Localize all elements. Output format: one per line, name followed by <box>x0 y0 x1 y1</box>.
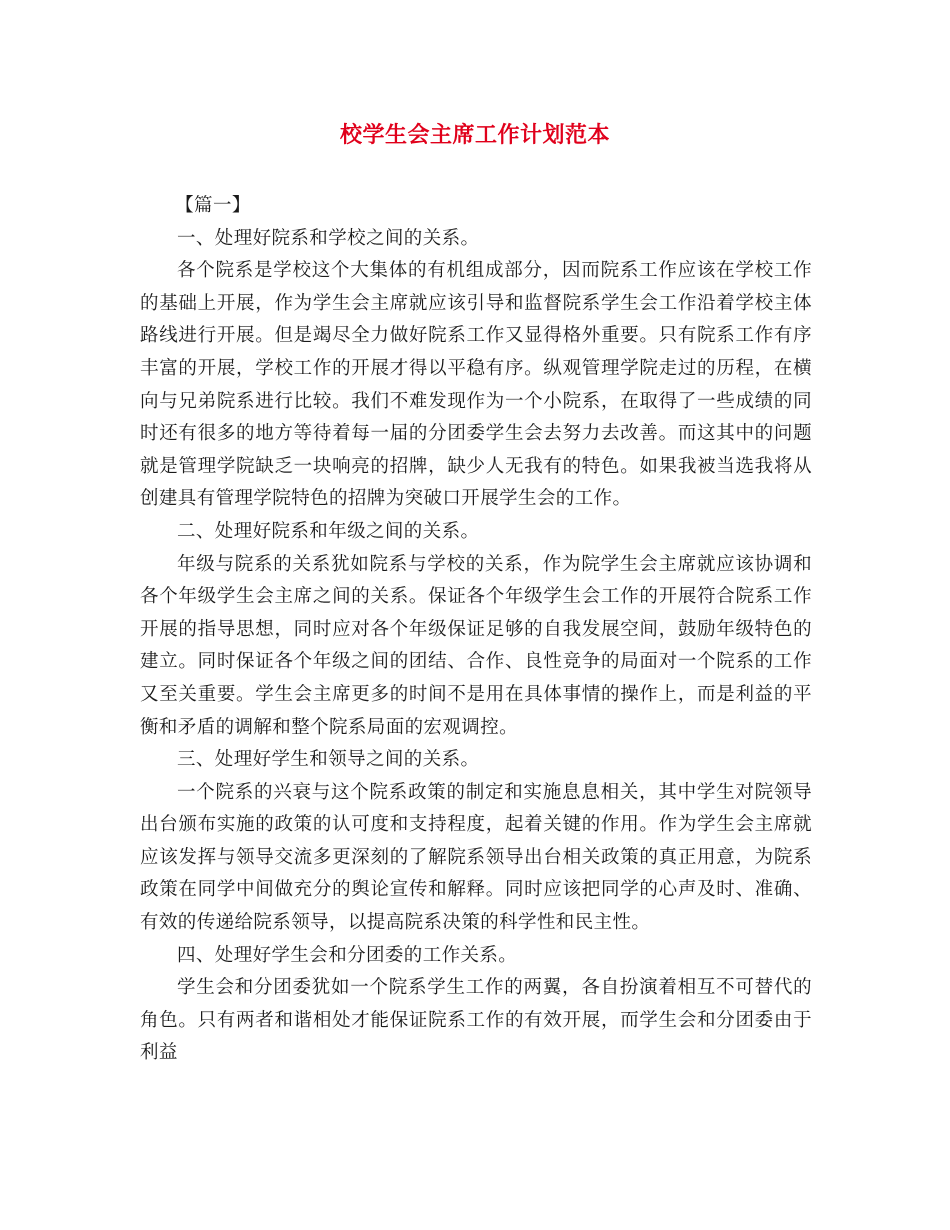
section-heading-2: 二、处理好院系和年级之间的关系。 <box>177 520 480 542</box>
section-heading-3: 三、处理好学生和领导之间的关系。 <box>177 749 480 771</box>
section-heading-1: 一、处理好院系和学校之间的关系。 <box>177 227 480 249</box>
section-tag: 【篇一】 <box>175 195 251 216</box>
document-body <box>140 190 812 1070</box>
paragraph-3: 一个院系的兴衰与这个院系政策的制定和实施息息相关，其中学生对院领导出台颁布实施的政策的认可度和支持程度，起着关键的作用。作为学生会主席就应该发挥与领导交流多更深刻的了解院系领导出台相关政策的真正用意，为院系政策在同学中间做充分的舆论宣传和解释。同时应该把同学的心声及时、准确、有效的传递给院系领导，以提高院系决策的科学性和民主性。 <box>140 781 812 934</box>
section-heading-4: 四、处理好学生会和分团委的工作关系。 <box>177 944 518 966</box>
paragraph-2: 年级与院系的关系犹如院系与学校的关系，作为院学生会主席就应该协调和各个年级学生会主席之间的关系。保证各个年级学生会工作的开展符合院系工作开展的指导思想，同时应对各个年级保证足够的自我发展空间，鼓励年级特色的建立。同时保证各个年级之间的团结、合作、良性竞争的局面对一个院系的工作又至关重要。学生会主席更多的时间不是用在具体事情的操作上，而是利益的平衡和矛盾的调解和整个院系局面的宏观调控。 <box>140 553 812 738</box>
paragraph-1: 各个院系是学校这个大集体的有机组成部分，因而院系工作应该在学校工作的基础上开展，作为学生会主席就应该引导和监督院系学生会工作沿着学校主体路线进行开展。但是竭尽全力做好院系工作又显得格外重要。只有院系工作有序丰富的开展，学校工作的开展才得以平稳有序。纵观管理学院走过的历程，在横向与兄弟院系进行比较。我们不难发现作为一个小院系，在取得了一些成绩的同时还有很多的地方等待着每一届的分团委学生会去努力去改善。而这其中的问题就是管理学院缺乏一块响亮的招牌，缺少人无我有的特色。如果我被当选我将从创建具有管理学院特色的招牌为突破口开展学生会的工作。 <box>140 260 812 510</box>
document-title: 校学生会主席工作计划范本 <box>339 122 610 148</box>
paragraph-4: 学生会和分团委犹如一个院系学生工作的两翼，各自扮演着相互不可替代的角色。只有两者和谐相处才能保证院系工作的有效开展，而学生会和分团委由于利益 <box>140 977 812 1064</box>
